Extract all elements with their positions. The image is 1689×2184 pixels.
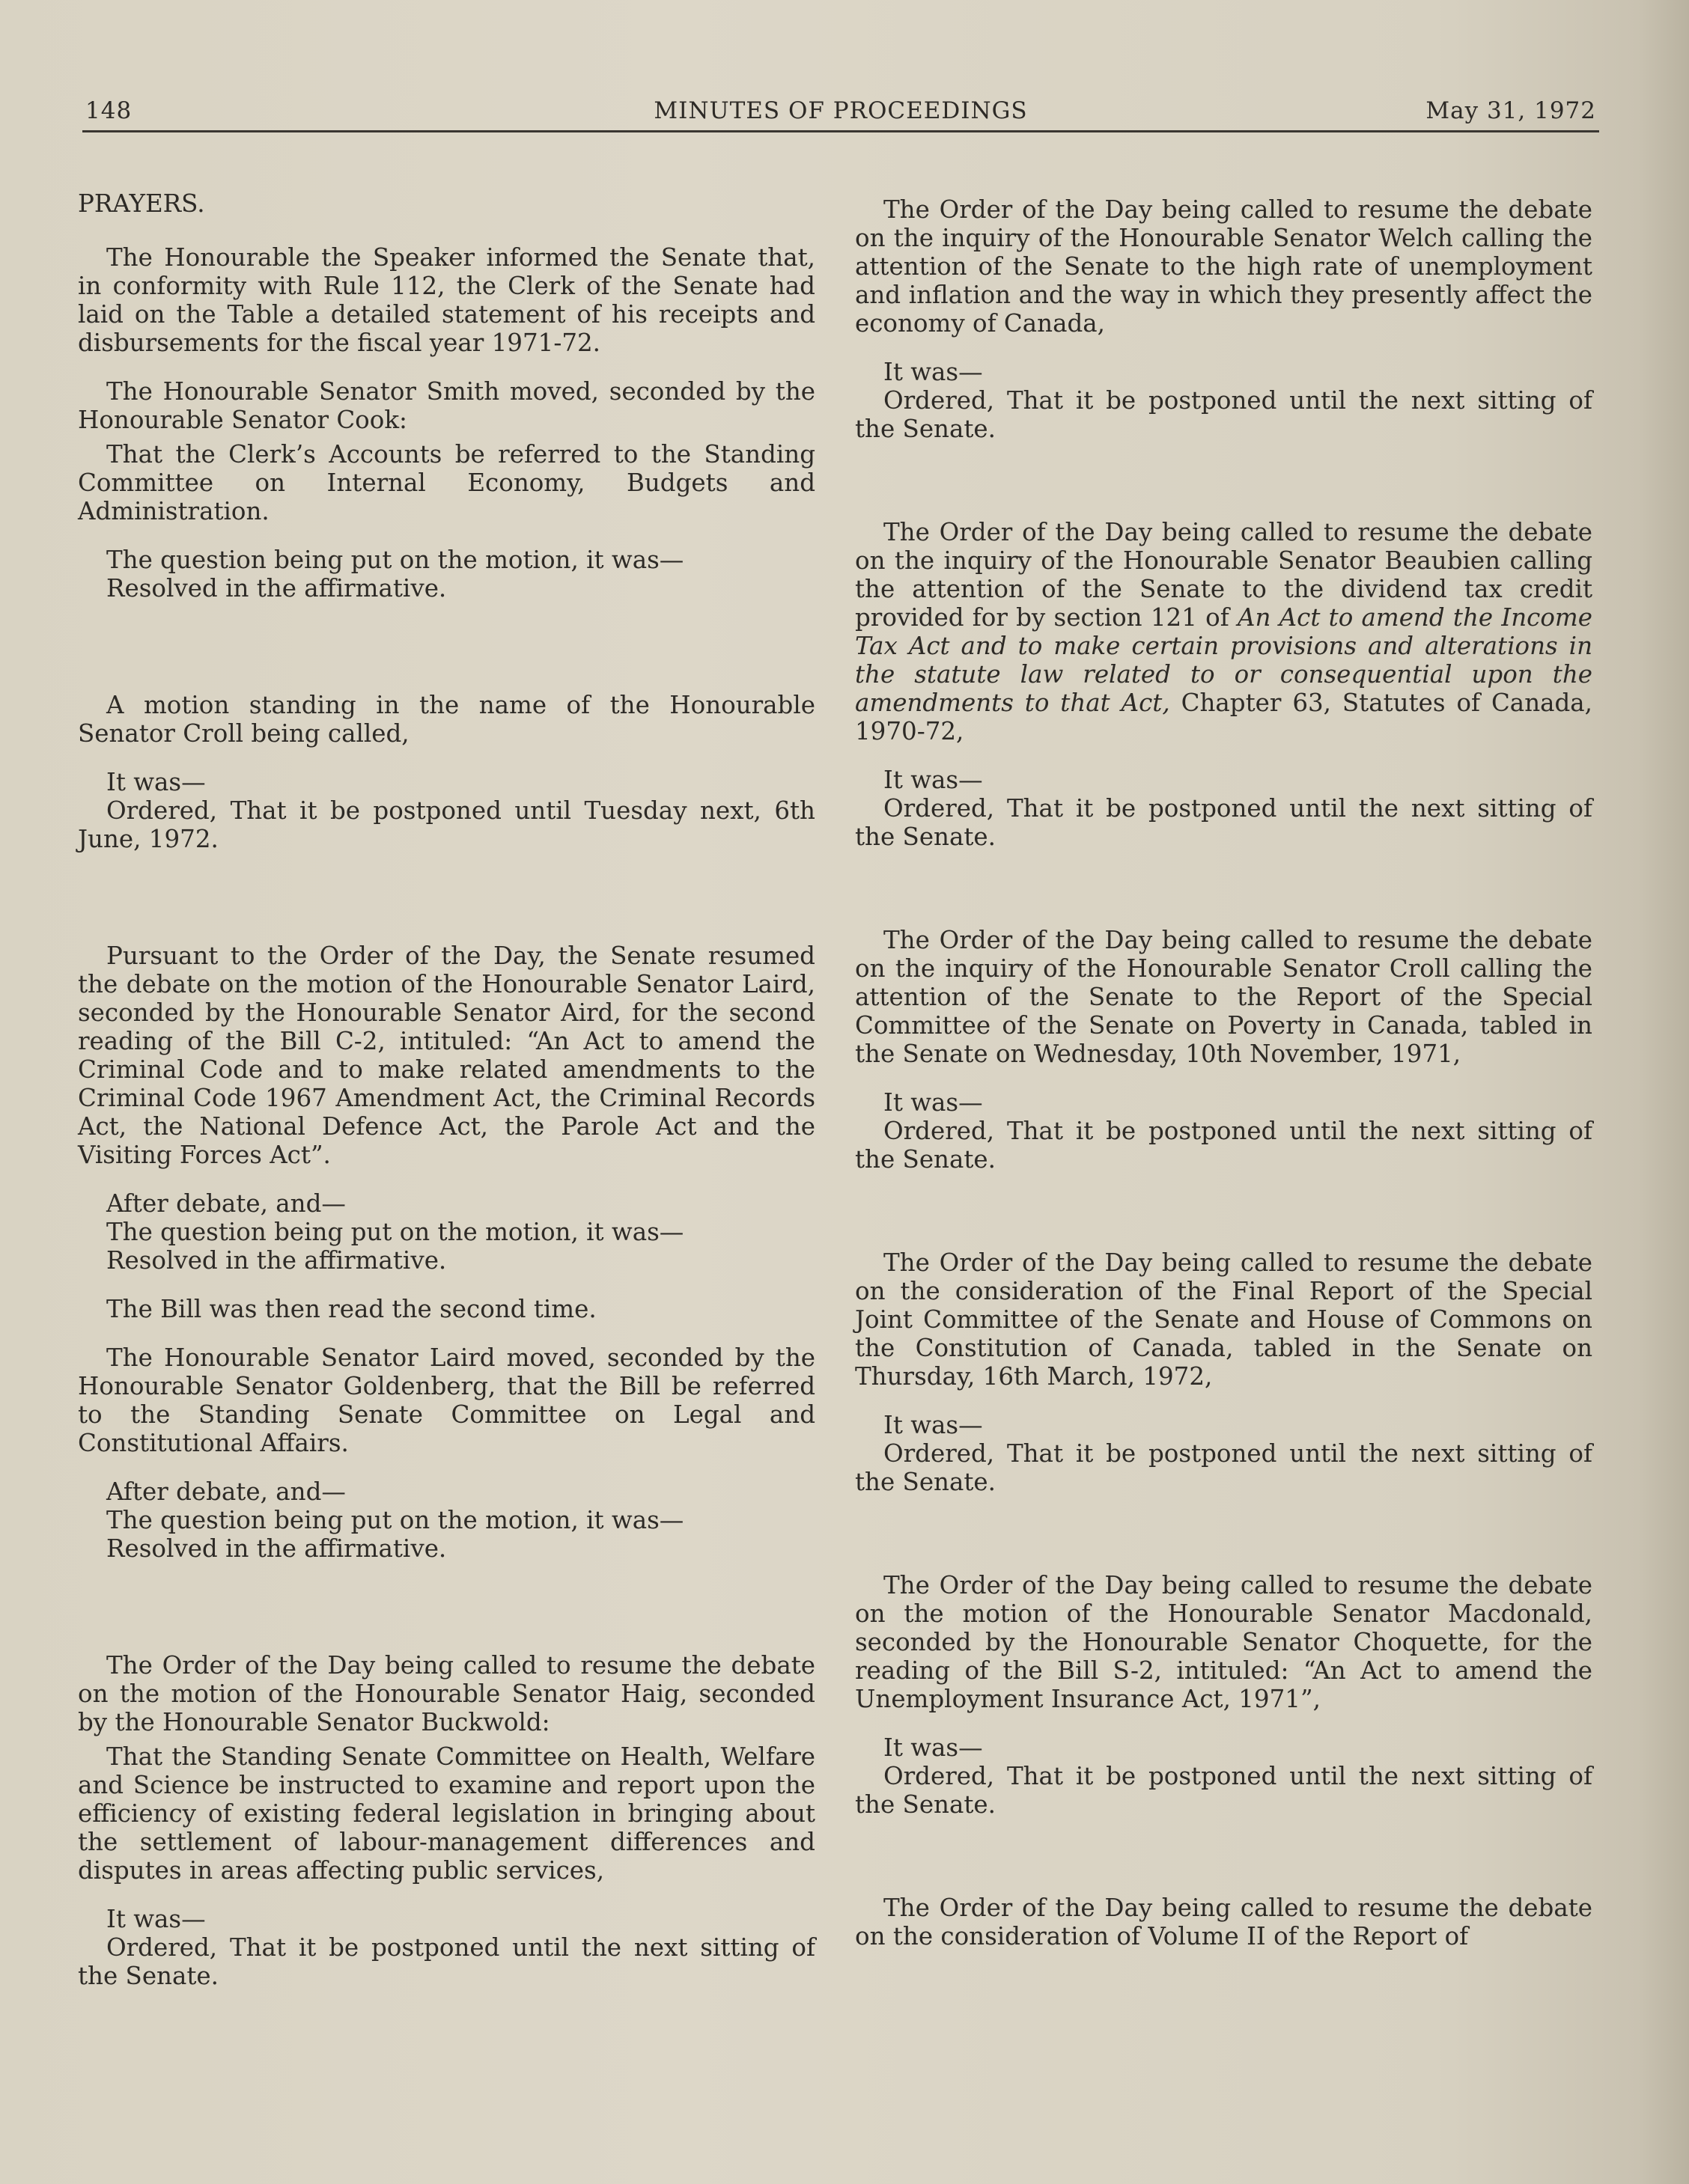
ordered-paragraph: Ordered, That it be postponed until the next sitting of the Senate. (855, 1117, 1592, 1174)
it-was-line: It was— (883, 766, 983, 794)
pursuant-paragraph: Pursuant to the Order of the Day, the Senate resumed the debate on the motion of the Honourable Senator Laird, seconded by the Honourable Senator Aird, for the second reading of the Bill C-2, intituled: “An Act to amend the Criminal Code and to make related amendments to the Criminal Code 1967 Amendment Act, the Criminal Records Act, the National Defence Act, the Parole Act and the Visiting Forces Act”. (78, 942, 815, 1169)
welch-order-paragraph: The Order of the Day being called to resume the debate on the inquiry of the Honourable Senator Welch calling the attention of the Senate to the high rate of unemployment and inflation and the way in which they presently affect the economy of Canada, (855, 195, 1592, 338)
it-was-line: It was— (883, 358, 983, 386)
question-put-line: The question being put on the motion, it was— (106, 1218, 684, 1246)
ordered-paragraph: Ordered, That it be postponed until the next sitting of the Senate. (855, 794, 1592, 851)
page-number: 148 (85, 97, 133, 124)
it-was-line: It was— (106, 768, 206, 796)
question-put-line: The question being put on the motion, it was— (106, 1506, 684, 1534)
postponed-block-2 (78, 1905, 815, 1990)
beaubien-order-text: The Order of the Day being called to resume the debate on the inquiry of the Honourable Senator Beaubien calling the attention of the Senate to the dividend tax credit provided for by section 121 of (855, 518, 1592, 632)
prayers-heading: PRAYERS. (78, 189, 205, 218)
smith-moved-paragraph: The Honourable Senator Smith moved, seconded by the Honourable Senator Cook: (78, 377, 815, 434)
vote-block-3 (78, 1477, 815, 1563)
it-was-line: It was— (883, 1088, 983, 1117)
clerks-accounts-motion: That the Clerk’s Accounts be referred to the Standing Committee on Internal Economy, Budgets and Administration. (78, 440, 815, 525)
ordered-paragraph: Ordered, That it be postponed until the next sitting of the Senate. (855, 1439, 1592, 1496)
left-column (78, 186, 815, 1990)
croll-motion-paragraph: A motion standing in the name of the Honourable Senator Croll being called, (78, 691, 815, 748)
resolved-line: Resolved in the affirmative. (106, 1534, 447, 1563)
question-put-line: The question being put on the motion, it was— (106, 546, 684, 574)
haig-order-paragraph: The Order of the Day being called to resume the debate on the motion of the Honourable Senator Haig, seconded by the Honourable Senator Buckwold: (78, 1651, 815, 1736)
it-was-line: It was— (106, 1905, 206, 1933)
haig-motion-paragraph: That the Standing Senate Committee on Health, Welfare and Science be instructed to examine and report upon the efficiency of existing federal legislation in bringing about the settlement of labour-management differences and disputes in areas affecting public services, (78, 1742, 815, 1885)
macdonald-order-paragraph: The Order of the Day being called to resume the debate on the motion of the Honourable Senator Macdonald, seconded by the Honourable Senator Choquette, for the reading of the Bill S-2, intituled: “An Act to amend the Unemployment Insurance Act, 1971”, (855, 1571, 1592, 1713)
postponed-block-3 (855, 1088, 1592, 1174)
speaker-informed-paragraph: The Honourable the Speaker informed the Senate that, in conformity with Rule 112, the Clerk of the Senate had laid on the Table a detailed statement of his receipts and disbursements for the fiscal year 1971-72. (78, 243, 815, 357)
postponed-block-5 (855, 1733, 1592, 1819)
laird-moved-paragraph: The Honourable Senator Laird moved, seconded by the Honourable Senator Goldenberg, that the Bill be referred to the Standing Senate Committee on Legal and Constitutional Affairs. (78, 1343, 815, 1457)
resolved-line: Resolved in the affirmative. (106, 1246, 447, 1275)
postponed-block-4 (855, 1411, 1592, 1496)
ordered-paragraph: Ordered, That it be postponed until the next sitting of the Senate. (855, 386, 1592, 443)
beaubien-order-paragraph (855, 518, 1592, 745)
income-tax-act-title: An Act to amend the Income Tax Act and to make certain provisions and alterations in the statute law related to or consequential upon the amendments to that Act, (855, 603, 1592, 717)
vote-block-1 (78, 546, 815, 603)
second-reading-paragraph: The Bill was then read the second time. (106, 1295, 597, 1323)
ordered-paragraph: Ordered, That it be postponed until the next sitting of the Senate. (855, 1762, 1592, 1819)
vote-block-2 (78, 1189, 815, 1275)
ordered-paragraph: Ordered, That it be postponed until the next sitting of the Senate. (78, 1933, 815, 1990)
constitution-order-paragraph: The Order of the Day being called to resume the debate on the consideration of the Final Report of the Special Joint Committee of the Senate and House of Commons on the Constitution of Canada, tabled in the Senate on Thursday, 16th March, 1972, (855, 1248, 1592, 1391)
page-date: May 31, 1972 (1425, 97, 1596, 124)
right-column (855, 186, 1592, 1950)
page-header (82, 91, 1599, 132)
postponed-block-1 (78, 768, 815, 853)
after-debate-line: After debate, and— (106, 1477, 346, 1506)
ordered-paragraph: Ordered, That it be postponed until Tuesday next, 6th June, 1972. (78, 796, 815, 853)
after-debate-line: After debate, and— (106, 1189, 346, 1218)
it-was-line: It was— (883, 1733, 983, 1762)
postponed-block-2 (855, 766, 1592, 851)
postponed-block-1 (855, 358, 1592, 443)
resolved-line: Resolved in the affirmative. (106, 574, 447, 603)
page-title: MINUTES OF PROCEEDINGS (654, 97, 1028, 124)
it-was-line: It was— (883, 1411, 983, 1439)
volume-ii-order-paragraph: The Order of the Day being called to resume the debate on the consideration of Volume II of the Report of (855, 1894, 1592, 1950)
croll-order-paragraph: The Order of the Day being called to resume the debate on the inquiry of the Honourable Senator Croll calling the attention of the Senate to the Report of the Special Committee of the Senate on Poverty in Canada, tabled in the Senate on Wednesday, 10th November, 1971, (855, 926, 1592, 1068)
beaubien-order-text-end: Chapter 63, Statutes of Canada, 1970-72, (855, 689, 1593, 745)
